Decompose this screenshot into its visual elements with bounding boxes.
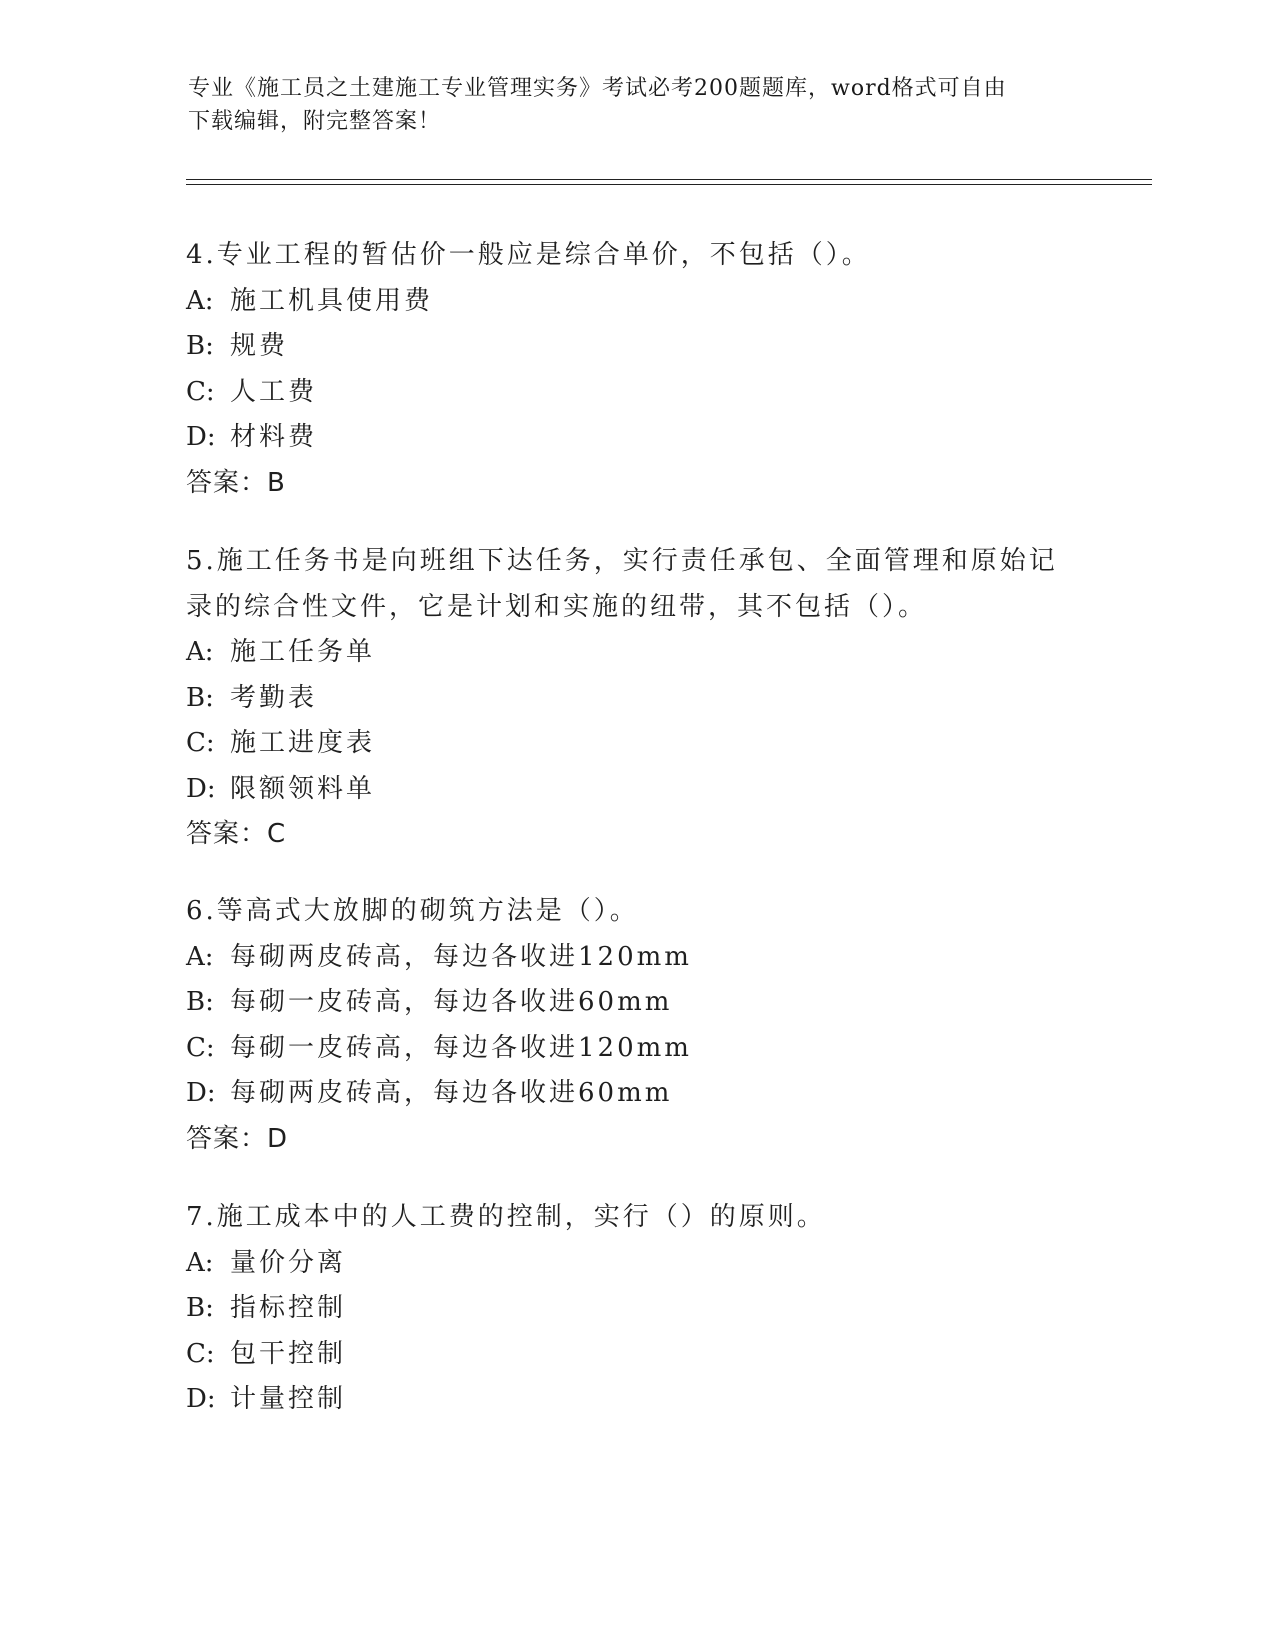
option-a (186, 1241, 1086, 1287)
option-b (186, 324, 1086, 370)
option-d (186, 767, 1086, 813)
option-a (186, 630, 1086, 676)
option-a (186, 279, 1086, 325)
option-label: A: (186, 941, 214, 972)
option-label: D: (186, 773, 216, 804)
option-text: 计量控制 (230, 1384, 347, 1414)
option-text: 限额领料单 (230, 773, 376, 804)
option-text: 施工任务单 (230, 637, 376, 667)
option-text: 每砌两皮砖高，每边各收进60mm (230, 1078, 673, 1108)
option-text: 规费 (230, 331, 289, 361)
option-text: 每砌一皮砖高，每边各收进60mm (230, 987, 673, 1017)
question-stem: 4.专业工程的暂估价一般应是综合单价，不包括（）。 (186, 240, 871, 270)
option-c (186, 1332, 1086, 1378)
option-d (186, 1377, 1086, 1423)
option-b (186, 676, 1086, 722)
option-text: 人工费 (230, 376, 318, 407)
option-text: 量价分离 (230, 1247, 347, 1278)
option-label: A: (186, 637, 214, 667)
option-d (186, 415, 1086, 461)
question-4 (186, 233, 1086, 539)
option-text: 施工机具使用费 (230, 285, 434, 316)
option-label: C: (186, 728, 215, 758)
option-label: B: (186, 331, 214, 361)
question-7 (186, 1195, 1086, 1423)
option-text: 每砌一皮砖高，每边各收进120mm (230, 1032, 692, 1063)
option-label: B: (186, 682, 214, 713)
option-text: 材料费 (230, 422, 318, 452)
option-b (186, 1286, 1086, 1332)
option-label: D: (186, 1384, 216, 1414)
document-header (188, 72, 1088, 138)
option-label: B: (186, 987, 214, 1017)
option-text: 每砌两皮砖高，每边各收进120mm (230, 941, 692, 972)
option-label: C: (186, 1338, 215, 1369)
option-label: B: (186, 1293, 214, 1323)
option-d (186, 1071, 1086, 1117)
option-c (186, 721, 1086, 767)
header-line: 下载编辑，附完整答案！ (188, 109, 442, 134)
question-stem: 6.等高式大放脚的砌筑方法是（）。 (186, 896, 639, 926)
question-stem: 7.施工成本中的人工费的控制，实行（）的原则。 (186, 1202, 826, 1232)
option-c (186, 1026, 1086, 1072)
option-label: D: (186, 422, 216, 452)
question-stem: 录的综合性文件，它是计划和实施的纽带，其不包括（）。 (186, 591, 928, 622)
option-text: 施工进度表 (230, 728, 376, 758)
option-text: 考勤表 (230, 682, 318, 713)
option-label: C: (186, 376, 215, 407)
option-a (186, 935, 1086, 981)
option-text: 包干控制 (230, 1338, 347, 1369)
question-stem: 5.施工任务书是向班组下达任务，实行责任承包、全面管理和原始记 (186, 546, 1058, 576)
option-label: C: (186, 1032, 215, 1063)
header-divider-top (186, 179, 1152, 180)
question-5 (186, 539, 1086, 889)
header-line: 专业《施工员之土建施工专业管理实务》考试必考200题题库，word格式可自由 (188, 76, 1007, 101)
question-list (186, 233, 1086, 1423)
answer-text: 答案：C (186, 819, 287, 849)
answer-text: 答案：B (186, 467, 286, 498)
option-text: 指标控制 (230, 1293, 347, 1323)
header-divider-bottom (186, 184, 1152, 185)
question-6 (186, 889, 1086, 1195)
option-label: A: (186, 1247, 214, 1278)
answer-text: 答案：D (186, 1123, 289, 1154)
option-b (186, 980, 1086, 1026)
option-c (186, 370, 1086, 416)
option-label: A: (186, 285, 214, 316)
option-label: D: (186, 1078, 216, 1108)
